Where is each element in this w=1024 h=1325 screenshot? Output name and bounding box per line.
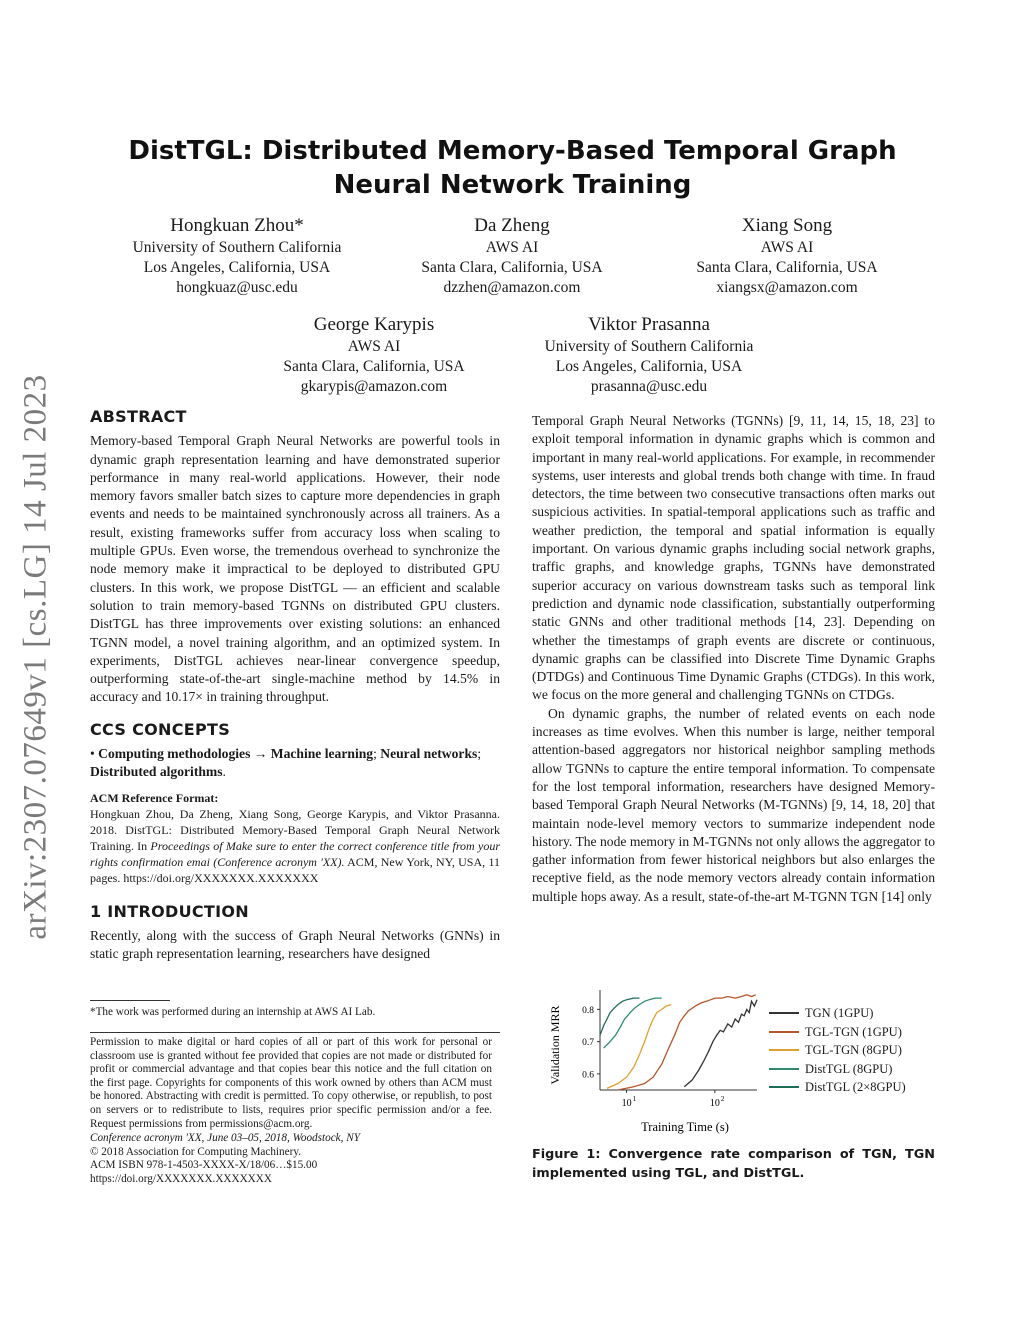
- ccs-heading: CCS CONCEPTS: [90, 719, 231, 739]
- author-location: Santa Clara, California, USA: [421, 259, 603, 276]
- x-tick-exponent: 1: [632, 1095, 637, 1103]
- author-affiliation: University of Southern California: [544, 338, 754, 355]
- intro-paragraph: Temporal Graph Neural Networks (TGNNs) [9, 11, 14, 15, 18, 23] to exploit temporal information in dynamic graphs which is common and important in many real-world applications. For example, in recommender systems, user interests and global trends both change with time. In fraud detectors, the time between two consecutive transactions often marks out suspicious activities. In spatial-temporal applications such as traffic and weather prediction, the temporal and spatial information is equally important. On various dynamic graphs including social network graphs, traffic graphs, and knowledge graphs, TGNNs have demonstrated superior accuracy on various downstream tasks such as temporal link prediction and dynamic node classification, substantially outperforming static GNNs and other traditional methods [14, 23]. Depending on whether the timestamps of graph events are discrete or continuous, dynamic graphs can be classified into Discrete Time Dynamic Graphs (DTDGs) and Continuous Time Dynamic Graphs (CTDGs). In this work, we focus on the more general and challenging TGNNs on CTDGs.: [532, 413, 935, 703]
- ccs-sep: ;: [477, 746, 482, 762]
- right-column: [532, 412, 935, 906]
- chart-legend: [769, 1004, 906, 1097]
- series-line: [684, 1000, 757, 1087]
- intro-heading: 1 INTRODUCTION: [90, 901, 249, 921]
- acm-ref-italic: Proceedings of Make sure to enter the correct conference title from your rights confirmation emai (Conference acronym 'XX).: [90, 839, 500, 870]
- legend-label: DistTGL (2×8GPU): [805, 1080, 906, 1094]
- paper-title: DistTGL: Distributed Memory-Based Temporal Graph Neural Network Training: [128, 136, 897, 200]
- author-block-2: [372, 214, 652, 298]
- ccs-end: .: [222, 764, 226, 780]
- author-block-5: [509, 313, 789, 397]
- x-axis-label: Training Time (s): [641, 1120, 729, 1134]
- author-block-1: [97, 214, 377, 298]
- author-block-3: [647, 214, 927, 298]
- legend-swatch: [769, 1086, 799, 1088]
- author-email: xiangsx@amazon.com: [716, 279, 858, 296]
- abstract-heading: ABSTRACT: [90, 407, 187, 426]
- series-line: [604, 998, 662, 1048]
- ccs-arrow: →: [250, 746, 271, 762]
- author-name: George Karypis: [313, 314, 435, 335]
- acm-ref-part: ACM, New York, NY, USA, 11 pages. https://doi.org/XXXXXXX.XXXXXXX: [90, 855, 500, 886]
- arxiv-stamp-text: arXiv:2307.07649v1 [cs.LG] 14 Jul 2023: [17, 374, 54, 940]
- copyright-line: © 2018 Association for Computing Machinery.: [90, 1145, 301, 1158]
- author-affiliation: AWS AI: [485, 239, 539, 256]
- y-tick-label: 0.6: [582, 1070, 594, 1081]
- x-tick-label: 10: [709, 1098, 720, 1109]
- legend-swatch: [769, 1068, 799, 1070]
- intro-paragraph: On dynamic graphs, the number of related events on each node increases as time evolves. When this number is large, neither temporal attention-based aggregators nor historical neighbor sampling methods allow TGNNs to capture the entire temporal information. To compensate for the lost temporal information, researchers have designed Memory-based Temporal Graph Neural Networks (M-TGNNs) [9, 14, 18, 20] that maintain node-level memory vectors to summarize independent node history. The node memory in M-TGNNs not only allows the aggregator to gather information from fewer historical neighbors but also enlarges the receptive field, as the node memory vectors already contain information multiple hops away. As a result, state-of-the-art M-TGNN TGN [14] only: [532, 705, 935, 904]
- author-email: gkarypis@amazon.com: [300, 378, 448, 395]
- legend-item: [769, 1060, 906, 1079]
- legend-item: [769, 1078, 906, 1097]
- legend-item: [769, 1041, 906, 1060]
- legend-item: [769, 1023, 906, 1042]
- intro-left-text: Recently, along with the success of Graph Neural Networks (GNNs) in static graph representation learning, researchers have designed: [90, 927, 500, 962]
- author-location: Santa Clara, California, USA: [283, 358, 465, 375]
- ccs-term: Computing methodologies: [98, 746, 251, 762]
- ccs-term: Distributed algorithms: [90, 764, 223, 780]
- footnote-rule: [90, 1000, 170, 1001]
- ccs-term: Machine learning: [270, 746, 374, 762]
- footnote: *The work was performed during an internship at AWS AI Lab.: [90, 1006, 376, 1018]
- x-tick-label: 10: [621, 1098, 632, 1109]
- series-line: [618, 995, 756, 1090]
- left-column: [90, 408, 500, 964]
- y-tick-label: 0.8: [582, 1005, 594, 1016]
- author-email: hongkuaz@usc.edu: [176, 279, 298, 296]
- author-location: Los Angeles, California, USA: [555, 358, 743, 375]
- legend-label: TGL-TGN (8GPU): [805, 1043, 902, 1057]
- author-affiliation: AWS AI: [760, 239, 814, 256]
- isbn-line: ACM ISBN 978-1-4503-XXXX-X/18/06…$15.00: [90, 1159, 318, 1172]
- conference-line: Conference acronym 'XX, June 03–05, 2018, Woodstock, NY: [90, 1132, 360, 1144]
- y-tick-label: 0.7: [582, 1038, 594, 1049]
- y-axis-label: Validation MRR: [548, 1005, 562, 1085]
- author-name: Hongkuan Zhou*: [170, 215, 304, 236]
- permission-rule: [90, 1032, 500, 1033]
- legend-item: [769, 1004, 906, 1023]
- legend-swatch: [769, 1012, 799, 1014]
- permission-notice: Permission to make digital or hard copies of all or part of this work for personal or classroom use is granted without fee provided that copies are not made or distributed for profit or commercial advantage and that copies bear this notice and the full citation on the first page. Copyrights for components of this work owned by others than ACM must be honored. Abstracting with credit is permitted. To copy otherwise, or republish, to post on servers or to redistribute to lists, requires prior specific permission and/or a fee. Request permissions from permissions@acm.org.: [90, 1036, 492, 1130]
- author-name: Viktor Prasanna: [588, 314, 710, 335]
- ccs-term: Neural networks: [380, 746, 478, 762]
- doi-line: https://doi.org/XXXXXXX.XXXXXXX: [90, 1172, 272, 1185]
- series-line: [607, 1005, 671, 1089]
- author-email: dzzhen@amazon.com: [443, 279, 581, 296]
- copyright-block: [90, 1132, 500, 1186]
- author-location: Santa Clara, California, USA: [696, 259, 878, 276]
- author-name: Da Zheng: [474, 215, 550, 236]
- acm-ref-heading: ACM Reference Format:: [90, 790, 219, 805]
- legend-swatch: [769, 1031, 799, 1033]
- author-affiliation: AWS AI: [347, 338, 401, 355]
- ccs-sep: ;: [373, 746, 381, 762]
- figure-caption: Figure 1: Convergence rate comparison of TGN, TGN implemented using TGL, and DistTGL.: [532, 1147, 935, 1181]
- acm-ref-part: Hongkuan Zhou, Da Zheng, Xiang Song, George Karypis, and Viktor Prasanna. 2018. DistTGL: Distributed Memory-Based Temporal Graph Neural Network Training. In: [90, 806, 500, 854]
- legend-label: TGN (1GPU): [805, 1006, 874, 1020]
- series-line: [600, 998, 640, 1035]
- ccs-bullet: •: [90, 746, 95, 762]
- legend-swatch: [769, 1049, 799, 1051]
- legend-label: DistTGL (8GPU): [805, 1061, 893, 1076]
- author-name: Xiang Song: [741, 215, 833, 236]
- author-email: prasanna@usc.edu: [590, 378, 708, 395]
- ccs-concepts: [90, 745, 500, 782]
- author-block-4: [234, 313, 514, 397]
- convergence-chart: [545, 985, 775, 1135]
- author-location: Los Angeles, California, USA: [143, 259, 331, 276]
- author-affiliation: University of Southern California: [132, 239, 342, 256]
- arxiv-stamp: [6, 367, 66, 947]
- x-tick-exponent: 2: [720, 1095, 725, 1103]
- legend-label: TGL-TGN (1GPU): [805, 1024, 902, 1039]
- acm-ref-text: [90, 806, 500, 887]
- abstract-text: Memory-based Temporal Graph Neural Networks are powerful tools in dynamic graph representation learning and have demonstrated superior performance in many real-world applications. However, their node memory favors smaller batch sizes to capture more dependencies in graph events and needs to be maintained synchronously across all trainers. As a result, existing frameworks suffer from accuracy loss when scaling to multiple GPUs. Even worse, the tremendous overhead to synchronize the node memory make it impractical to be deployed to distributed GPU clusters. In this work, we propose DistTGL — an efficient and scalable solution to train memory-based TGNNs on distributed GPU clusters. DistTGL has three improvements over existing solutions: an enhanced TGNN model, a novel training algorithm, and an optimized system. In experiments, DistTGL achieves near-linear convergence speedup, outperforming state-of-the-art single-machine method by 14.5% in accuracy and 10.17× in training throughput.: [90, 433, 500, 705]
- figure-1: [545, 985, 945, 1135]
